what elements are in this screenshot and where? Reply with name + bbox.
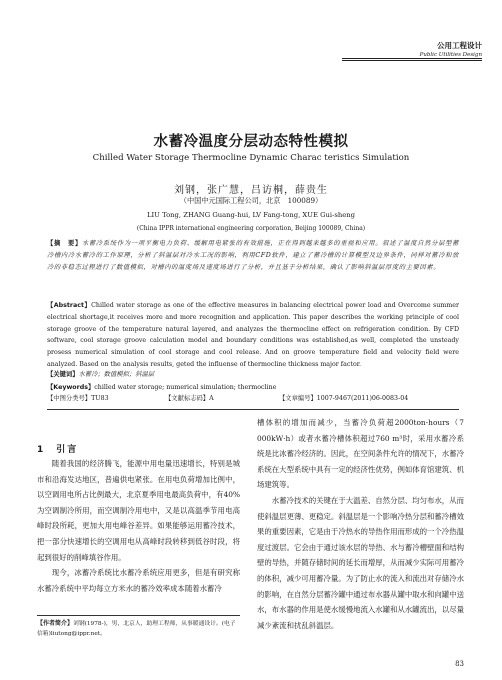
- affiliation-en: (China IPPR international engineering corporation, Beijing 100089, China): [136, 225, 366, 232]
- abstract-en-label: 【Abstract】: [47, 302, 92, 309]
- keywords-en-text: chilled water storage; numerical simulation; thermocline: [94, 384, 277, 391]
- paragraph: 水蓄冷技术的关键在于大温差、自然分层、均匀布水，从而使斜温层更薄、更稳定。斜温层是一个影响冷热分层和蓄冷槽效果的重要因素，它是由于冷热水的导热作用而形成的一个冷热温度过渡层。它会由于通过该水层的导热、水与蓄冷槽壁面和结构壁的导热，并随存储时间的延长而增厚，从而减少实际可用蓄冷的体积，减少可用蓄冷量。为了防止水的流入和流出对存储冷水的影响，在自然分层蓄冷罐中通过布水器从罐中取水和向罐中送水，布水器的作用是使水缓慢地流入水罐和从水罐流出，以尽量减少紊流和扰乱斜温层。: [257, 495, 464, 630]
- footnote-label: 【作者简介】: [37, 620, 74, 627]
- abstract-cn-text: 水蓄冷系统作为一项平衡电力负荷、缓解用电紧张的有效措施，正在得到越来越多的重视和应用。叙述了温度自然分层型蓄冷槽内冷水蓄冷的工作原理，分析了斜温层对冷水工况的影响，利用CFD软件，建立了蓄冷槽的计算模型及边界条件，同样对蓄冷和放冷的非稳态过程进行了数值模拟，对槽内的温度场及速度场进行了分析，并且基于分析结果，确认了影响斜温层厚度的主要因素。: [47, 240, 460, 271]
- right-column: [257, 415, 464, 633]
- keywords-cn: [47, 369, 459, 378]
- page-number: 83: [455, 660, 464, 668]
- paragraph: 槽体积的增加而减少，当蓄冷负荷超2000ton-hours（7 000kW·h）或者水蓄冷槽体积超过760 m³时，采用水蓄冷系统是比冰蓄冷经济的。因此，在空间条件允许的情况下，水蓄冷系统在大型系统中具有一定的经济性优势，例如体育馆建筑、机场建筑等。: [257, 418, 464, 490]
- header-rule: [342, 58, 482, 59]
- footnote-text: 刘钢(1978-)，男，北京人，助理工程师，从事暖通设计。(电子信箱)liutong@ippr.net。: [37, 621, 236, 637]
- document-code: 【文献标志码】A: [165, 395, 214, 402]
- author-footnote: [37, 619, 240, 639]
- paragraph: 现今，冰蓄冷系统比水蓄冷系统应用更多，但是有研究称水蓄冷系统中平均每立方米水的蓄冷效率成本随着水蓄冷: [37, 568, 240, 593]
- header-rule-thin: [342, 60, 482, 61]
- paper-title: 水蓄冷温度分层动态特性模拟: [153, 134, 349, 150]
- left-column: [37, 456, 240, 596]
- journal-name-en: Public Utilities Design: [419, 52, 482, 58]
- keywords-cn-label: 【关键词】: [47, 371, 79, 378]
- running-header: [420, 40, 482, 58]
- footnote-rule: [37, 615, 240, 616]
- keywords-en: [47, 382, 459, 391]
- clc-number: 【中图分类号】TU83: [47, 395, 109, 402]
- author-list-en: LIU Tong, ZHANG Guang-hui, LV Fang-tong, XUE Gui-sheng: [146, 211, 356, 219]
- affiliation: （中国中元国际工程公司，北京 100089）: [179, 196, 323, 205]
- keywords-cn-text: 水蓄冷；数值模拟；斜温层: [78, 371, 155, 378]
- abstract-cn: [47, 238, 459, 273]
- author-list: 刘钢，张广慧，吕访桐，薛贵生: [174, 185, 328, 196]
- article-number: 【文章编号】1007-9467(2011)06-0083-04: [279, 395, 409, 402]
- journal-name-cn: 公用工程设计: [437, 41, 482, 50]
- abstract-en: [47, 300, 459, 371]
- abstract-en-text: Chilled water storage as one of the effective measures in balancing electrical power load and Overcome summer electrical shortage,it receives more and more recognition and application. This paper describes the working principle of cool storage groove of the temperature natural layered, and analyzes the thermocline effect on refrigeration condition. By CFD software, cool storage groove calculation model and boundary conditions was established,as well, completed the unsteady prosess numerical simulation of cool storage and cool release. And on groove temperature field and velocity field were analyzed. Based on the analysis results, geted the influense of thermocline thickness major factor.: [47, 302, 459, 368]
- abstract-cn-label: 【摘 要】: [47, 240, 82, 247]
- keywords-en-label: 【Keywords】: [47, 384, 95, 391]
- abstract-rule: [47, 409, 459, 410]
- section-heading-intro: 1 引言: [37, 445, 79, 455]
- paper-title-en: Chilled Water Storage Thermocline Dynamic Charac teristics Simulation: [92, 153, 410, 163]
- paragraph: 随着我国的经济腾飞，能源中用电量迅速增长，特别是城市和沿海发达地区，普遍供电紧张。在用电负荷增加比例中，以空调用电所占比例最大，北京夏季用电最高负荷中，有40%为空调制冷所用，而空调制冷用电中，又是以高温季节用电高峰时段所耗，更加大用电峰谷差异。如果能够运用蓄冷技术，把一部分快速增长的空调用电从高峰时段转移到低谷时段，将起到很好的削峰填谷作用。: [37, 459, 240, 562]
